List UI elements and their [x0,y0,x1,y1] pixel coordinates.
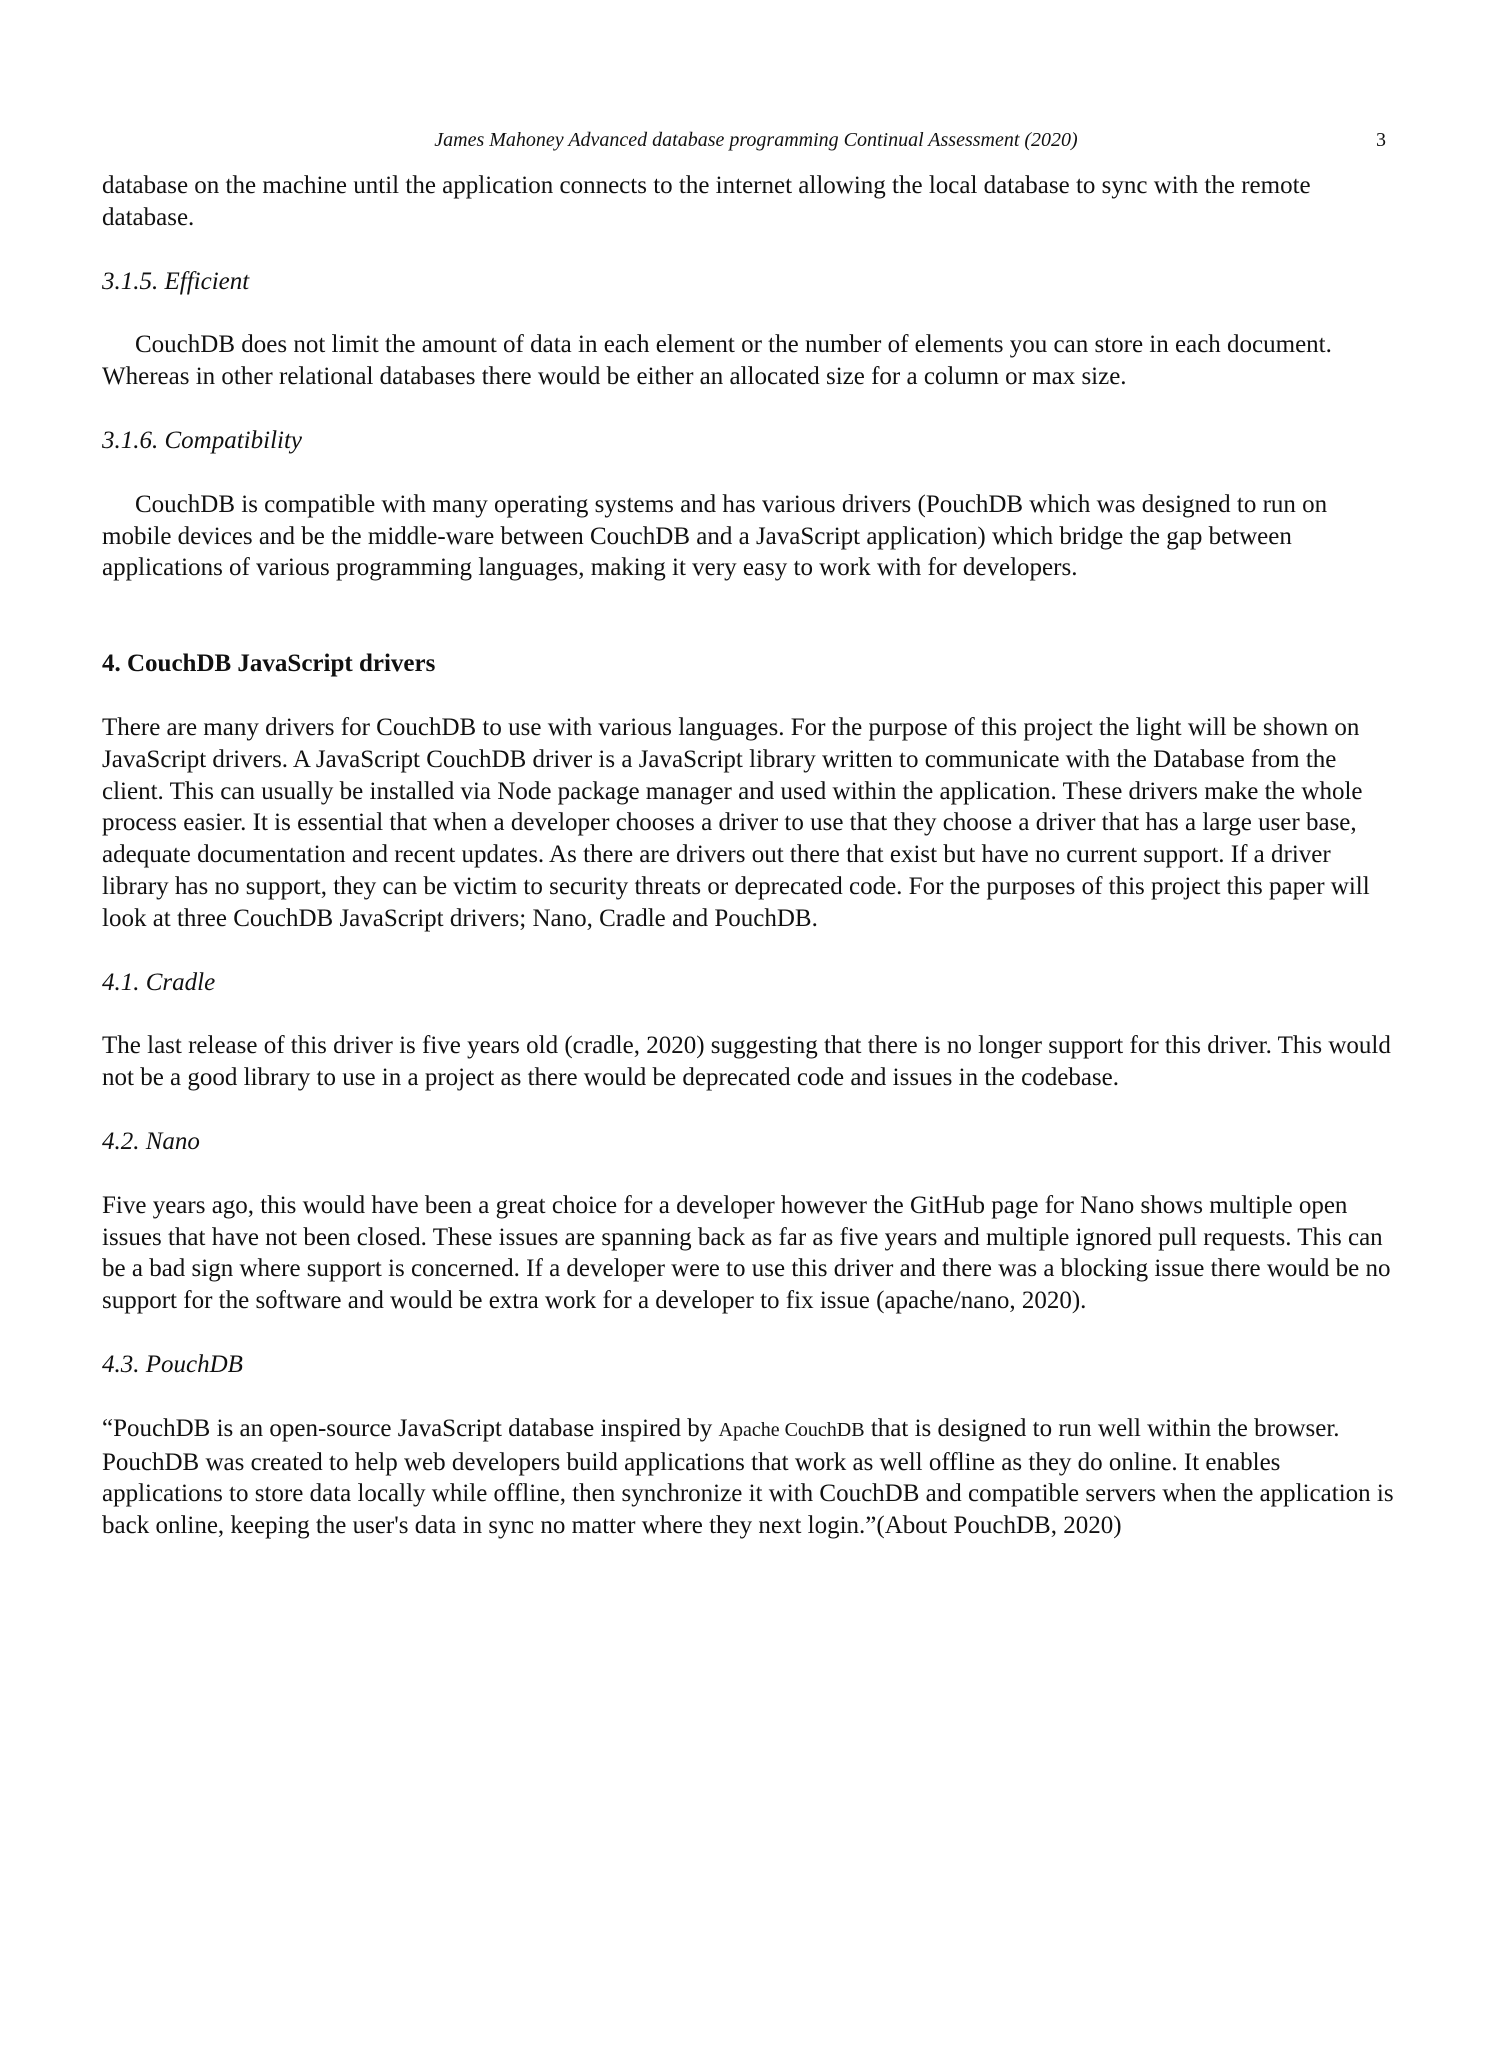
section-4-2-body: Five years ago, this would have been a great choice for a developer however the GitHub page for Nano shows multiple open issues that have not been closed. These issues are spanning back as far as five years and multiple ignored pull requests. This can be a bad sign where support is concerned. If a developer were to use this driver and there was a blocking issue there would be no support for the software and would be extra work for a developer to fix issue (apache/nano, 2020). [102,1191,1391,1315]
section-3-1-6-body: CouchDB is compatible with many operating systems and has various drivers (PouchDB which was designed to run on mobile devices and be the middle-ware between CouchDB and a JavaScript application) which bridge the gap between applications of various programming languages, making it very easy to work with for developers. [102,490,1328,582]
quote-text-end: that is designed to run well within the browser. PouchDB was created to help web developers build applications that work as well offline as they do online. It enables applications to store data locally while offline, then synchronize it with CouchDB and compatible servers when the application is back online, keeping the user's data in sync no matter where they next login.”(About PouchDB, 2020) [102,1414,1394,1540]
section-4-body: There are many drivers for CouchDB to use with various languages. For the purpose of this project the light will be shown on JavaScript drivers. A JavaScript CouchDB driver is a JavaScript library written to communicate with the Database from the client. This can usually be installed via Node package manager and used within the application. These drivers make the whole process easier. It is essential that when a developer chooses a driver to use that they choose a driver that has a large user base, adequate documentation and recent updates. As there are drivers out there that exist but have no current support. If a driver library has no support, they can be victim to security threats or deprecated code. For the purposes of this project this paper will look at three CouchDB JavaScript drivers; Nano, Cradle and PouchDB. [102,713,1370,932]
section-4-3-quote [102,1413,1402,1542]
section-3-1-5-body: CouchDB does not limit the amount of data in each element or the number of elements you can store in each document. Whereas in other relational databases there would be either an allocated size for a column or max size. [102,331,1332,391]
page-number: 3 [1376,129,1386,151]
quote-text-start: “PouchDB is an open-source JavaScript database inspired by [102,1414,719,1442]
section-4-1-heading: 4.1. Cradle [102,968,216,996]
running-header: James Mahoney Advanced database programming Continual Assessment (2020) [434,129,1078,151]
continuation-paragraph: database on the machine until the application connects to the internet allowing the local database to sync with the remote database. [102,172,1311,231]
section-4-heading: 4. CouchDB JavaScript drivers [102,650,436,678]
section-4-1-body: The last release of this driver is five years old (cradle, 2020) suggesting that there is no longer support for this driver. This would not be a good library to use in a project as there would be deprecated code and issues in the codebase. [102,1032,1391,1092]
section-4-2-heading: 4.2. Nano [102,1127,200,1155]
page-body [102,170,1402,1542]
section-3-1-6-heading: 3.1.6. Compatibility [102,426,302,454]
quote-apache-couchdb-reference: Apache CouchDB [718,1418,865,1441]
section-4-3-heading: 4.3. PouchDB [102,1350,243,1378]
section-3-1-5-heading: 3.1.5. Efficient [102,267,250,295]
